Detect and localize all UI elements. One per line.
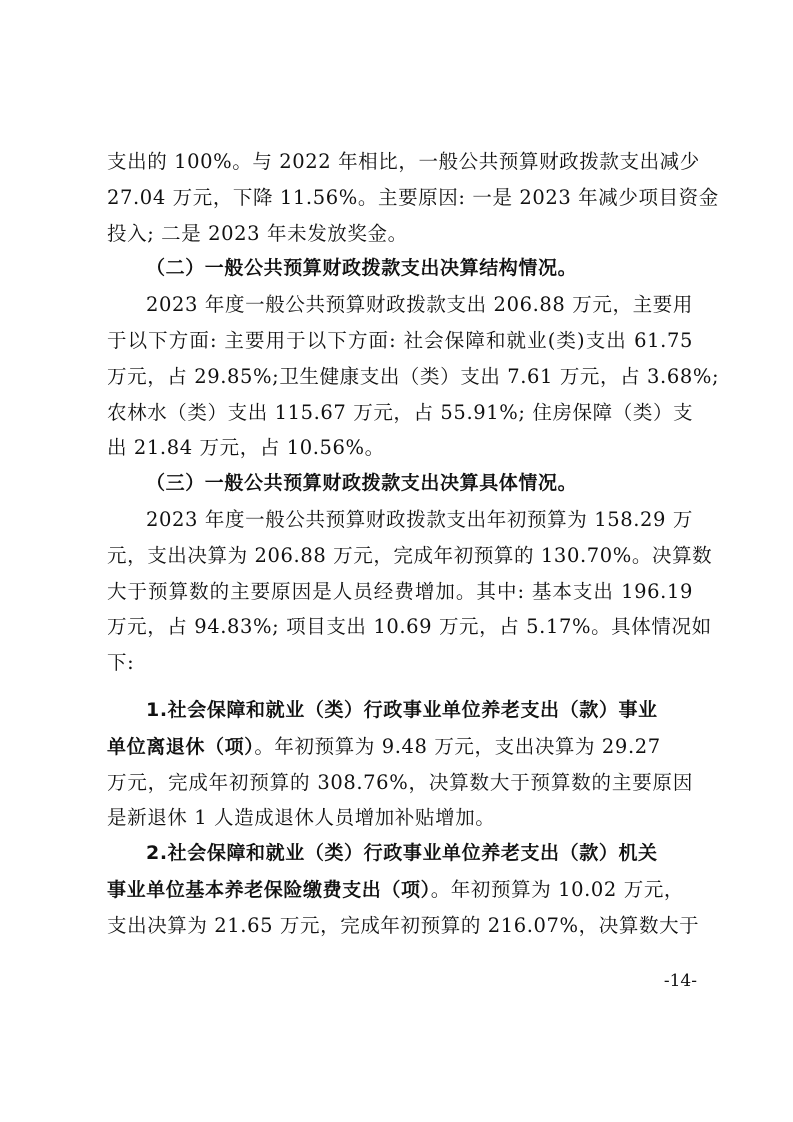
text-line: 支出决算为 21.65 万元，完成年初预算的 216.07%，决算数大于 <box>107 913 700 937</box>
text-line <box>107 729 693 765</box>
text-line: 出 21.84 万元，占 10.56%。 <box>107 436 385 460</box>
text-line: 万元，完成年初预算的 308.76%，决算数大于预算数的主要原因 <box>107 770 693 794</box>
text-line: 下: <box>107 651 135 675</box>
text-line <box>107 872 693 908</box>
item-heading-2-cont: 事业单位基本养老保险缴费支出（项） <box>107 878 431 901</box>
text-line: 元，支出决算为 206.88 万元，完成年初预算的 130.70%。决算数 <box>107 543 713 567</box>
text-line: 2023 年度一般公共预算财政拨款支出年初预算为 158.29 万 <box>146 507 693 531</box>
text-line: 投入; 二是 2023 年未发放奖金。 <box>107 221 408 245</box>
text-line: 2023 年度一般公共预算财政拨款支出 206.88 万元，主要用 <box>146 293 693 317</box>
text-line: 是新退休 1 人造成退休人员增加补贴增加。 <box>107 806 496 830</box>
text-line: 万元，占 94.83%; 项目支出 10.69 万元，占 5.17%。具体情况如 <box>107 615 712 639</box>
text-line: 27.04 万元，下降 11.56%。主要原因: 一是 2023 年减少项目资金 <box>107 185 719 209</box>
item-heading-1: 1.社会保障和就业（类）行政事业单位养老支出（款）事业 <box>146 698 658 721</box>
text-line: 农林水（类）支出 115.67 万元，占 55.91%; 住房保障（类）支 <box>107 400 694 424</box>
paragraph-gap <box>107 681 693 693</box>
item-heading-2: 2.社会保障和就业（类）行政事业单位养老支出（款）机关 <box>146 842 658 865</box>
text-run: 。年初预算为 10.02 万元， <box>430 877 685 901</box>
item-heading-1-cont: 单位离退休（项） <box>107 735 255 758</box>
text-line: 于以下方面: 主要用于以下方面: 社会保障和就业(类)支出 61.75 <box>107 328 693 352</box>
page-number: -14- <box>663 971 697 991</box>
section-heading-3: （三）一般公共预算财政拨款支出决算具体情况。 <box>146 472 578 495</box>
section-heading-2: （二）一般公共预算财政拨款支出决算结构情况。 <box>146 257 578 280</box>
text-run: 。年初预算为 9.48 万元，支出决算为 29.27 <box>254 734 661 758</box>
text-line: 大于预算数的主要原因是人员经费增加。其中: 基本支出 196.19 <box>107 579 693 603</box>
text-line: 支出的 100%。与 2022 年相比，一般公共预算财政拨款支出减少 <box>107 150 700 173</box>
text-line: 万元，占 29.85%;卫生健康支出（类）支出 7.61 万元，占 3.68%; <box>107 364 720 388</box>
document-body <box>107 144 720 944</box>
